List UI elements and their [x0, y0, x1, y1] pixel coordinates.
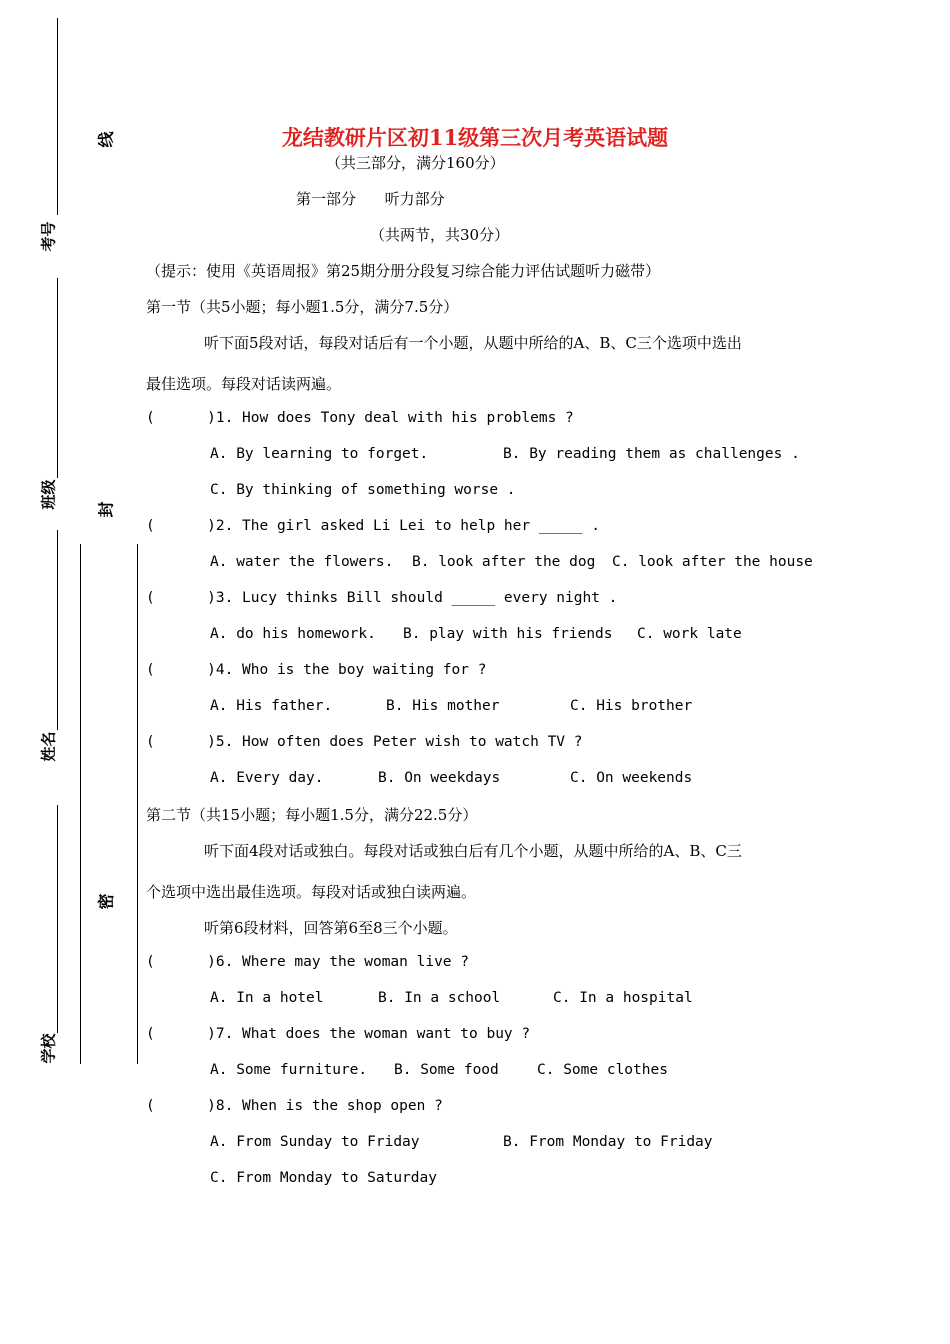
option-b: B. Some food [394, 1062, 499, 1078]
class-label: 班级 [39, 479, 58, 510]
question-stem: ( )4. Who is the boy waiting for ? [146, 662, 487, 678]
option-a: A. His father. [210, 698, 333, 714]
option-b: B. play with his friends [403, 626, 613, 642]
section2-instruction: 听下面4段对话或独白。每段对话或独白后有几个小题，从题中所给的A、B、C三 [204, 842, 742, 860]
option-a: A. water the flowers. [210, 554, 394, 570]
binding-line-5 [80, 544, 81, 1064]
name-label: 姓名 [39, 731, 58, 762]
option-c: C. Some clothes [537, 1062, 668, 1078]
section2-heading: 第二节（共15小题；每小题1.5分，满分22.5分） [146, 806, 478, 824]
option-c: C. On weekends [570, 770, 693, 786]
seal-secret-mark: 密 [96, 893, 116, 910]
question-stem: ( )1. How does Tony deal with his problems ? [146, 410, 574, 426]
exam-subtitle: （共三部分，满分160分） [326, 154, 505, 172]
question-stem: ( )6. Where may the woman live ? [146, 954, 470, 970]
hint-text: （提示：使用《英语周报》第25期分册分段复习综合能力评估试题听力磁带） [146, 262, 661, 280]
binding-line-2 [57, 278, 58, 478]
question-stem: ( )7. What does the woman want to buy ? [146, 1026, 531, 1042]
option-b: B. His mother [386, 698, 500, 714]
part-one-heading: 第一部分 听力部分 [296, 190, 445, 208]
section1-instruction-cont: 最佳选项。每段对话读两遍。 [146, 375, 342, 393]
seal-seal-mark: 封 [96, 501, 116, 518]
question-stem: ( )3. Lucy thinks Bill should _____ every night . [146, 590, 618, 606]
binding-line-3 [57, 530, 58, 730]
option-c: C. From Monday to Saturday [210, 1170, 437, 1186]
exam-number-label: 考号 [39, 221, 58, 252]
binding-line-1 [57, 18, 58, 215]
option-c: C. By thinking of something worse . [210, 482, 516, 498]
binding-line-4 [57, 805, 58, 1033]
option-b: B. By reading them as challenges . [503, 446, 800, 462]
option-b: B. From Monday to Friday [503, 1134, 713, 1150]
question-stem: ( )5. How often does Peter wish to watch TV ? [146, 734, 583, 750]
option-b: B. On weekdays [378, 770, 501, 786]
part-one-score: （共两节，共30分） [370, 226, 510, 244]
school-label: 学校 [39, 1033, 58, 1064]
option-a: A. From Sunday to Friday [210, 1134, 420, 1150]
option-a: A. Every day. [210, 770, 324, 786]
option-b: B. In a school [378, 990, 501, 1006]
option-a: A. By learning to forget. [210, 446, 429, 462]
option-c: C. look after the house [612, 554, 813, 570]
option-a: A. Some furniture. [210, 1062, 368, 1078]
option-a: A. In a hotel [210, 990, 324, 1006]
exam-title: 龙结教研片区初11级第三次月考英语试题 [281, 125, 669, 150]
section1-heading: 第一节（共5小题；每小题1.5分，满分7.5分） [146, 298, 459, 316]
question-stem: ( )8. When is the shop open ? [146, 1098, 443, 1114]
option-c: C. His brother [570, 698, 693, 714]
section1-instruction: 听下面5段对话，每段对话后有一个小题，从题中所给的A、B、C三个选项中选出 [204, 334, 742, 352]
binding-line-6 [137, 544, 138, 1064]
option-b: B. look after the dog [412, 554, 596, 570]
option-a: A. do his homework. [210, 626, 376, 642]
seal-line-mark: 线 [96, 131, 116, 148]
question-stem: ( )2. The girl asked Li Lei to help her _____ . [146, 518, 600, 534]
material-6-instruction: 听第6段材料，回答第6至8三个小题。 [204, 919, 458, 937]
section2-instruction-cont: 个选项中选出最佳选项。每段对话或独白读两遍。 [146, 883, 477, 901]
option-c: C. work late [637, 626, 742, 642]
option-c: C. In a hospital [553, 990, 693, 1006]
